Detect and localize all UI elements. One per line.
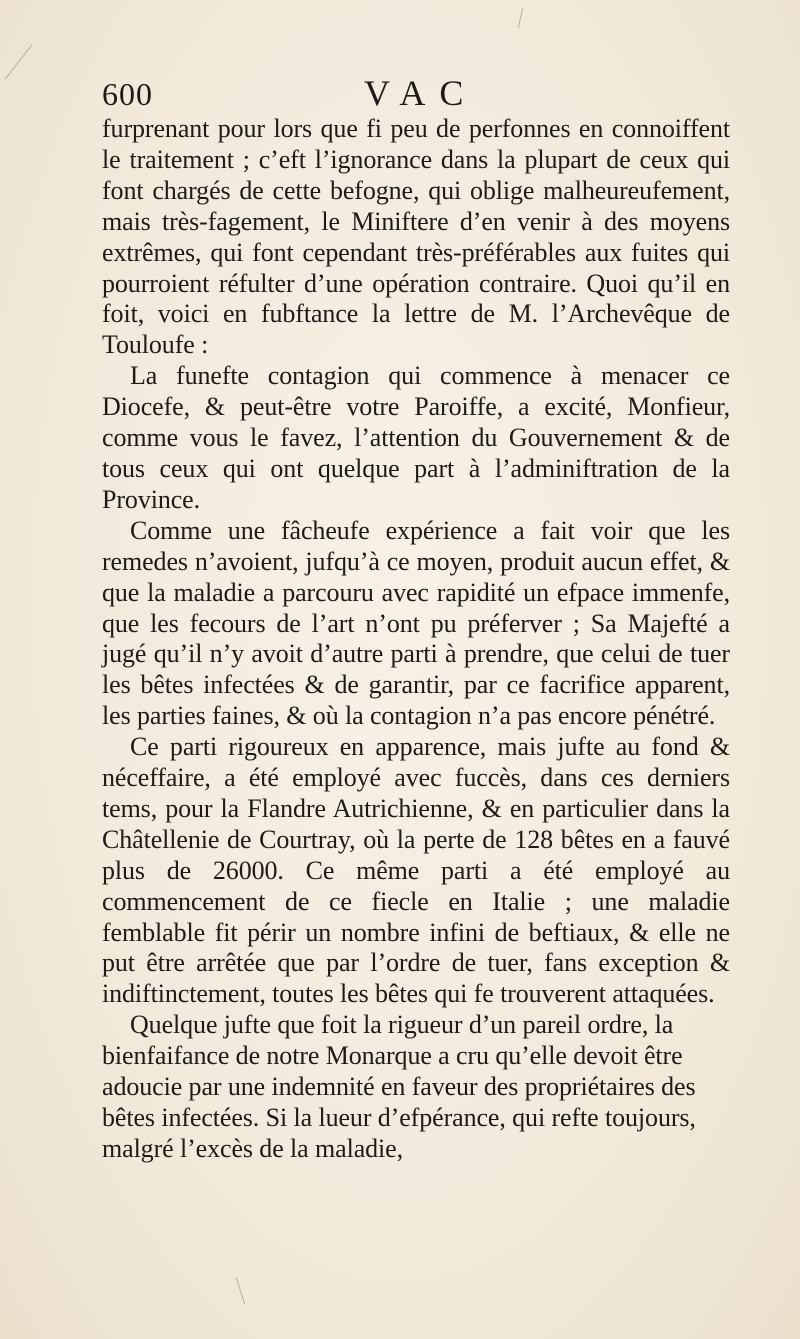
paper-mark [5,44,33,79]
running-head: VAC [364,73,478,113]
paper-mark [236,1278,246,1305]
paragraph: Comme une fâcheufe expérience a fait voir que les remedes n’avoient, jufqu’à ce moyen, produit aucun effet, & que la maladie a parcouru avec rapidité un efpace immenfe, que les fecours de l’art n’ont pu préferver ; Sa Majefté a jugé qu’il n’y avoit d’autre parti à prendre, que celui de tuer les bêtes infectées & de garantir, par ce facrifice apparent, les parties faines, & où la contagion n’a pas encore pénétré. [102,515,730,731]
body-text [102,114,730,1165]
paper-mark [518,8,523,28]
paragraph: La funefte contagion qui commence à menacer ce Diocefe, & peut-être votre Paroiffe, a excité, Monfieur, comme vous le favez, l’attention du Gouvernement & de tous ceux qui ont quelque part à l’adminiftration de la Province. [102,361,730,514]
page-number: 600 [102,76,153,112]
paragraph: Ce parti rigoureux en apparence, mais jufte au fond & néceffaire, a été employé avec fuccès, dans ces derniers tems, pour la Flandre Autrichienne, & en particulier dans la Châtellenie de Courtray, où la perte de 128 bêtes en a fauvé plus de 26000. Ce même parti a été employé au commencement de ce fiecle en Italie ; une maladie femblable fit périr un nombre infini de beftiaux, & elle ne put être arrêtée que par l’ordre de tuer, fans exception & indiftinctement, toutes les bêtes qui fe trouverent attaquées. [102,732,730,1009]
paragraph: Quelque jufte que foit la rigueur d’un pareil ordre, la bienfaifance de notre Monarque a cru qu’elle devoit être adoucie par une indemnité en faveur des propriétaires des bêtes infectées. Si la lueur d’efpérance, qui refte toujours, malgré l’excès de la maladie, [102,1010,696,1163]
paragraph: furprenant pour lors que fi peu de perfonnes en connoiffent le traitement ; c’eft l’ignorance dans la plupart de ceux qui font chargés de cette befogne, qui oblige malheureufement, mais très-fagement, le Miniftere d’en venir à des moyens extrêmes, qui font cependant très-préférables aux fuites qui pourroient réfulter d’une opération contraire. Quoi qu’il en foit, voici en fubftance la lettre de M. l’Archevêque de Touloufe : [102,114,730,360]
